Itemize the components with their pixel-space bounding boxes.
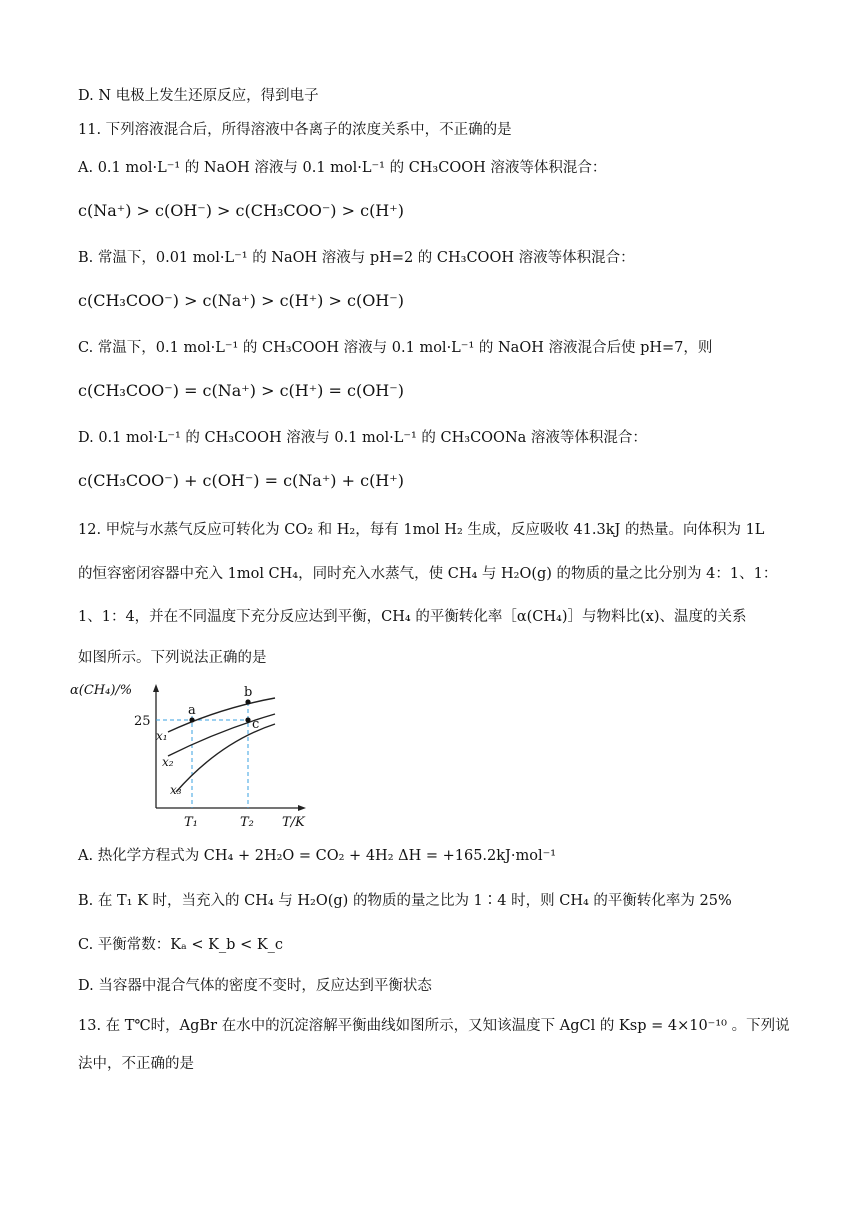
- y-tick-25: 25: [134, 714, 151, 729]
- curve-x2-label: x₂: [162, 755, 174, 769]
- q11-option-c: C. 常温下，0.1 mol·L⁻¹ 的 CH₃COOH 溶液与 0.1 mol·L⁻¹ 的 NaOH 溶液混合后使 pH=7，则: [78, 340, 713, 356]
- x-tick-t1: T₁: [184, 815, 198, 830]
- q12-option-a: A. 热化学方程式为 CH₄ + 2H₂O = CO₂ + 4H₂ ΔH = +165.2kJ·mol⁻¹: [78, 848, 557, 864]
- x-tick-t2: T₂: [240, 815, 254, 830]
- question-11-stem: 11. 下列溶液混合后，所得溶液中各离子的浓度关系中，不正确的是: [78, 122, 512, 138]
- question-12-stem-1: 12. 甲烷与水蒸气反应可转化为 CO₂ 和 H₂，每有 1mol H₂ 生成，反应吸收 41.3kJ 的热量。向体积为 1L: [78, 522, 765, 538]
- q11-option-b: B. 常温下，0.01 mol·L⁻¹ 的 NaOH 溶液与 pH=2 的 CH₃COOH 溶液等体积混合：: [78, 250, 635, 266]
- point-c-label: c: [252, 717, 260, 732]
- q11-option-a-relation: c(Na⁺) > c(OH⁻) > c(CH₃COO⁻) > c(H⁺): [78, 201, 404, 220]
- curve-x3: [176, 724, 275, 792]
- point-b-label: b: [244, 685, 253, 700]
- x-axis-label: T/K: [282, 815, 305, 830]
- q11-option-d-relation: c(CH₃COO⁻) + c(OH⁻) = c(Na⁺) + c(H⁺): [78, 471, 404, 490]
- point-b: [245, 699, 250, 704]
- q11-option-c-relation: c(CH₃COO⁻) = c(Na⁺) > c(H⁺) = c(OH⁻): [78, 381, 404, 400]
- option-d-prev: D. N 电极上发生还原反应，得到电子: [78, 88, 319, 104]
- conversion-vs-temperature-figure: [70, 680, 320, 830]
- x-axis-arrow: [298, 805, 306, 811]
- question-12-stem-2: 的恒容密闭容器中充入 1mol CH₄，同时充入水蒸气，使 CH₄ 与 H₂O(g) 的物质的量之比分别为 4：1、1：: [78, 566, 778, 582]
- point-a-label: a: [188, 703, 196, 718]
- q12-option-d: D. 当容器中混合气体的密度不变时，反应达到平衡状态: [78, 978, 432, 994]
- q11-option-a: A. 0.1 mol·L⁻¹ 的 NaOH 溶液与 0.1 mol·L⁻¹ 的 CH₃COOH 溶液等体积混合：: [78, 160, 607, 176]
- point-a: [189, 717, 194, 722]
- question-12-stem-4: 如图所示。下列说法正确的是: [78, 650, 267, 666]
- curve-x1-label: x₁: [156, 729, 168, 743]
- curve-x3-label: x₃: [170, 783, 182, 797]
- q12-option-b: B. 在 T₁ K 时，当充入的 CH₄ 与 H₂O(g) 的物质的量之比为 1∶4 时，则 CH₄ 的平衡转化率为 25%: [78, 893, 732, 909]
- q11-option-b-relation: c(CH₃COO⁻) > c(Na⁺) > c(H⁺) > c(OH⁻): [78, 291, 404, 310]
- y-axis-arrow: [153, 684, 159, 692]
- y-axis-label: α(CH₄)/%: [70, 683, 133, 698]
- question-12-stem-3: 1、1：4，并在不同温度下充分反应达到平衡，CH₄ 的平衡转化率［α(CH₄)］与物料比(x)、温度的关系: [78, 609, 747, 625]
- question-13-stem-2: 法中，不正确的是: [78, 1056, 194, 1072]
- question-13-stem-1: 13. 在 T℃时，AgBr 在水中的沉淀溶解平衡曲线如图所示，又知该温度下 AgCl 的 Ksp = 4×10⁻¹⁰ 。下列说: [78, 1018, 790, 1034]
- point-c: [245, 717, 250, 722]
- q11-option-d: D. 0.1 mol·L⁻¹ 的 CH₃COOH 溶液与 0.1 mol·L⁻¹ 的 CH₃COONa 溶液等体积混合：: [78, 430, 647, 446]
- q12-option-c: C. 平衡常数：Kₐ < K_b < K_c: [78, 937, 284, 953]
